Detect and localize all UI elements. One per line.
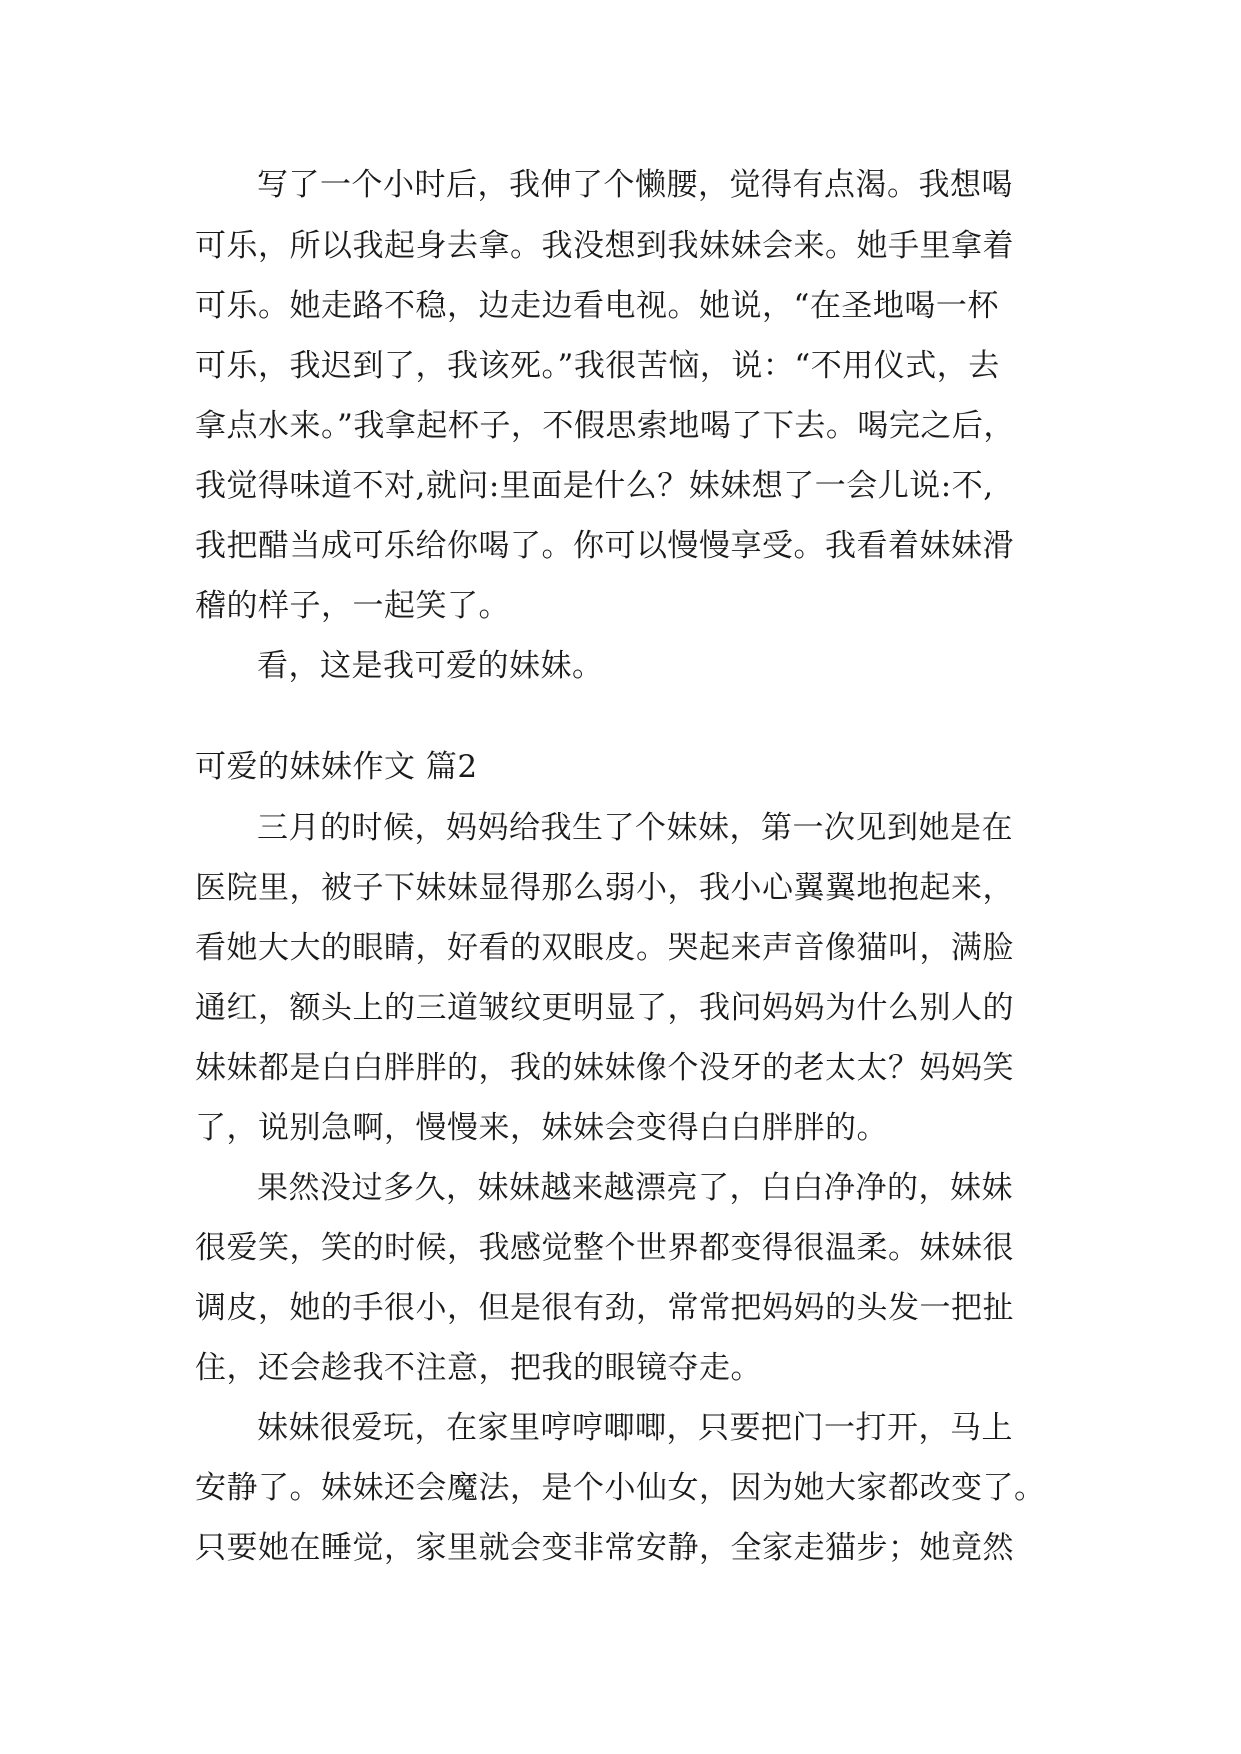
section-heading: 可爱的妹妹作文 篇2 <box>195 749 478 785</box>
paragraph-4-line-1: 果然没过多久，妹妹越来越漂亮了，白白净净的，妹妹 <box>257 1170 1013 1206</box>
paragraph-3-line-4: 通红，额头上的三道皱纹更明显了，我问妈妈为什么别人的 <box>195 990 1014 1026</box>
paragraph-5-line-3: 只要她在睡觉，家里就会变非常安静，全家走猫步；她竟然 <box>195 1530 1014 1566</box>
paragraph-1-line-6: 我觉得味道不对,就问:里面是什么？妹妹想了一会儿说:不, <box>195 468 994 504</box>
paragraph-5-line-2: 安静了。妹妹还会魔法，是个小仙女，因为她大家都改变了。 <box>195 1470 1046 1506</box>
paragraph-1-line-1: 写了一个小时后，我伸了个懒腰，觉得有点渴。我想喝 <box>257 167 1013 203</box>
paragraph-3-line-1: 三月的时候，妈妈给我生了个妹妹，第一次见到她是在 <box>257 810 1013 846</box>
paragraph-3-line-3: 看她大大的眼睛，好看的双眼皮。哭起来声音像猫叫，满脸 <box>195 930 1014 966</box>
paragraph-1-line-8: 稽的样子，一起笑了。 <box>195 588 510 624</box>
paragraph-2-line-1: 看，这是我可爱的妹妹。 <box>257 648 604 684</box>
paragraph-3-line-5: 妹妹都是白白胖胖的，我的妹妹像个没牙的老太太？妈妈笑 <box>195 1050 1014 1086</box>
paragraph-3-line-2: 医院里，被子下妹妹显得那么弱小，我小心翼翼地抱起来， <box>195 870 1014 906</box>
paragraph-1-line-7: 我把醋当成可乐给你喝了。你可以慢慢享受。我看着妹妹滑 <box>195 528 1014 564</box>
paragraph-4-line-4: 住，还会趁我不注意，把我的眼镜夺走。 <box>195 1350 762 1386</box>
paragraph-3-line-6: 了，说别急啊，慢慢来，妹妹会变得白白胖胖的。 <box>195 1110 888 1146</box>
paragraph-1-line-3: 可乐。她走路不稳，边走边看电视。她说，“在圣地喝一杯 <box>195 288 999 324</box>
paragraph-5-line-1: 妹妹很爱玩，在家里哼哼唧唧，只要把门一打开，马上 <box>257 1410 1013 1446</box>
paragraph-1-line-5: 拿点水来。”我拿起杯子，不假思索地喝了下去。喝完之后， <box>195 408 1015 444</box>
paragraph-1-line-2: 可乐，所以我起身去拿。我没想到我妹妹会来。她手里拿着 <box>195 228 1014 264</box>
paragraph-4-line-2: 很爱笑，笑的时候，我感觉整个世界都变得很温柔。妹妹很 <box>195 1230 1014 1266</box>
paragraph-1-line-4: 可乐，我迟到了，我该死。”我很苦恼，说：“不用仪式，去 <box>195 348 1000 384</box>
paragraph-4-line-3: 调皮，她的手很小，但是很有劲，常常把妈妈的头发一把扯 <box>195 1290 1014 1326</box>
